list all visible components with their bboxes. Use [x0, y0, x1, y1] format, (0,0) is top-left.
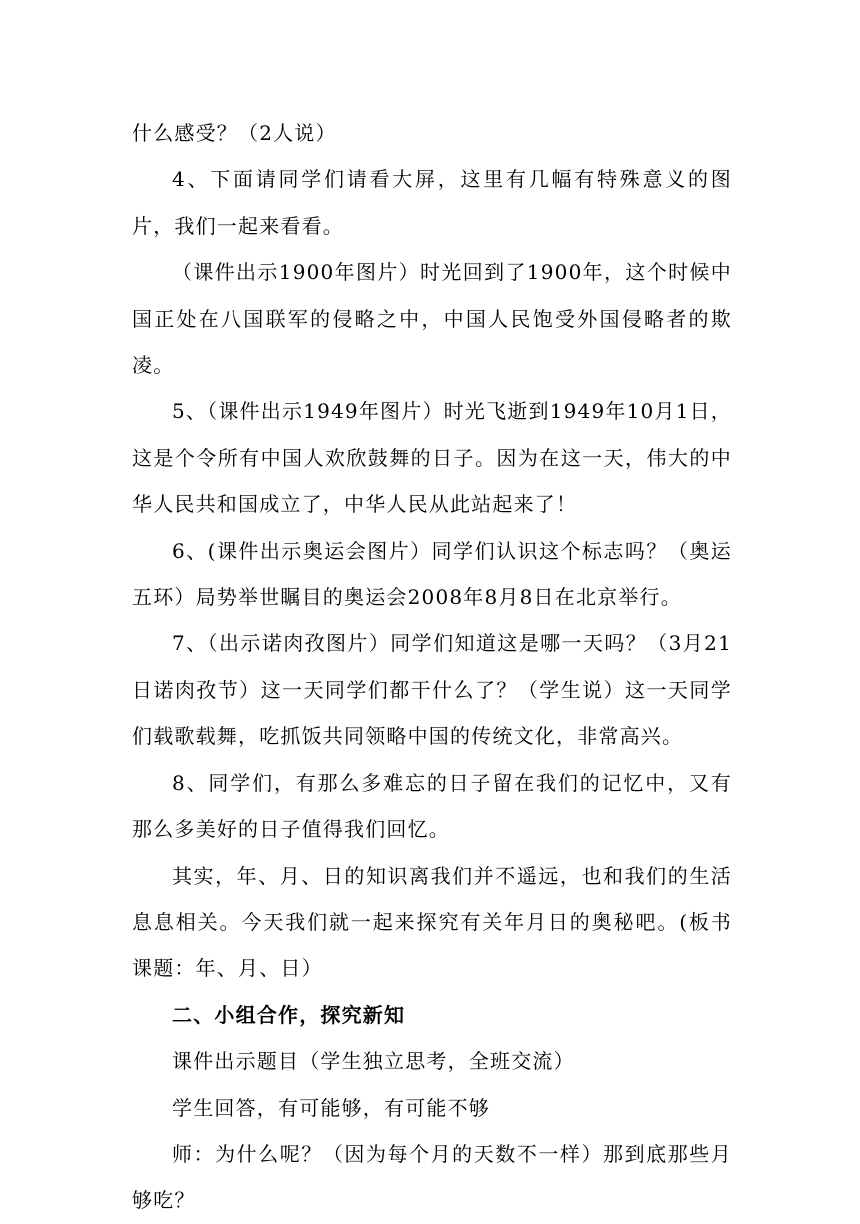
document-body: [132, 110, 732, 1224]
section-heading: 二、小组合作，探究新知: [172, 1002, 406, 1027]
paragraph-student-answer: 学生回答，有可能够，有可能不够: [172, 1095, 490, 1120]
paragraph-item-5: 5、（课件出示1949年图片）时光飞逝到1949年10月1日，这是个令所有中国人欢欣鼓舞的日子。因为在这一天，伟大的中华人民共和国成立了，中华人民从此站起来了！: [132, 399, 732, 517]
paragraph-courseware-question: 课件出示题目（学生独立思考，全班交流）: [172, 1049, 575, 1074]
paragraph-teacher-question: 师：为什么呢？（因为每个月的天数不一样）那到底那些月够吃？: [132, 1141, 732, 1213]
paragraph-item-7: 7、（出示诺肉孜图片）同学们知道这是哪一天吗？（3月21日诺肉孜节）这一天同学们都干什么了？（学生说）这一天同学们载歌载舞，吃抓饭共同领略中国的传统文化，非常高兴。: [132, 631, 732, 749]
paragraph-1900-image: （课件出示1900年图片）时光回到了1900年，这个时候中国正处在八国联军的侵略之中，中国人民饱受外国侵略者的欺凌。: [132, 260, 732, 378]
paragraph-item-4: 4、下面请同学们请看大屏，这里有几幅有特殊意义的图片，我们一起来看看。: [132, 167, 732, 238]
paragraph-topic-intro: 其实，年、月、日的知识离我们并不遥远，也和我们的生活息息相关。今天我们就一起来探究有关年月日的奥秘吧。(板书课题：年、月、日）: [132, 863, 732, 981]
paragraph-continuation: 什么感受？（2人说）: [132, 121, 337, 145]
paragraph-item-6: 6、(课件出示奥运会图片）同学们认识这个标志吗？（奥运五环）局势举世瞩目的奥运会2008年8月8日在北京举行。: [132, 538, 732, 610]
paragraph-item-8: 8、同学们，有那么多难忘的日子留在我们的记忆中，又有那么多美好的日子值得我们回忆。: [132, 770, 732, 842]
